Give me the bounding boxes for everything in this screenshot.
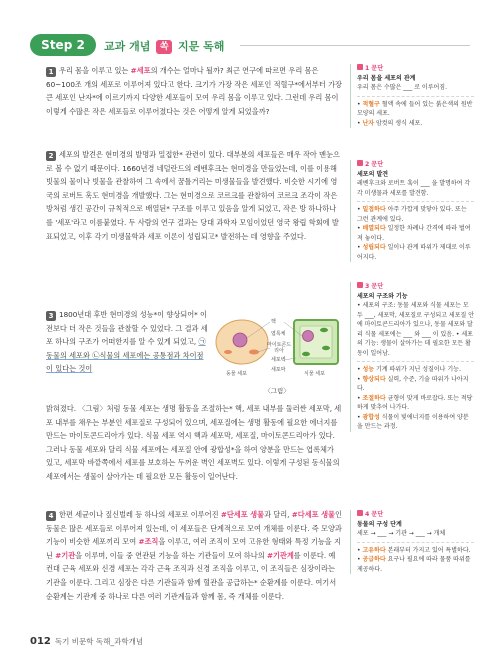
label-nucleus: 핵 [271, 319, 276, 325]
note-title: 우리 몸을 세포의 관계 [357, 74, 416, 82]
paragraph-text: 를 이룬다. 예컨대 근육 세포와 신경 세포는 각각 근육 조직과 신경 조직을 이루고, 이 조직들은 심장이라는 기관을 이룬다. 그리고 심장은 다른 기관들과 함께 혈관을 공급하는* 순환계를 이룬다. 여기서 순환계는 기관계 중 하나로 다른 여러 기관계들과 함께 몸, 즉 개체를 이룬다. [46, 550, 337, 601]
keyword-highlight: #기관 [55, 550, 76, 560]
paragraph-text: 인 동물은 많은 세포들로 이루어져 있는데, 이 세포들은 단계적으로 모여 개체를 이룬다. 즉 모양과 기능이 비슷한 세포끼리 모여 [46, 510, 342, 547]
section-title-part2: 지문 독해 [178, 40, 225, 53]
note-number: 3 [365, 283, 370, 290]
figure-caption: 〈그림〉 [264, 387, 290, 395]
label-mitochondria: 마이토콘드리아 [266, 342, 292, 354]
note-divider [357, 542, 474, 543]
underlined-text: ㉠동물의 세포와 ㉡식물의 세포에는 공통점과 차이점이 있다는 것이 [46, 337, 206, 374]
paragraph-number: 2 [46, 151, 56, 161]
keyword-highlight: #기관계 [266, 550, 294, 560]
vocab-item: • 성립되다 일이나 관계 따위가 제대로 이루어지다. [357, 244, 471, 261]
cell-figure [212, 308, 342, 396]
keyword-highlight: #세포 [130, 66, 151, 75]
section-title [104, 38, 224, 54]
sidebar-note-4 [350, 510, 474, 574]
paragraph-number: 4 [46, 511, 56, 521]
note-number: 2 [365, 161, 370, 168]
vocab-item: • 적혈구 혈액 속에 들어 있는 붉은색의 원반 모양의 세포. [357, 100, 473, 117]
paragraph-number: 3 [46, 311, 56, 321]
note-divider [357, 361, 474, 362]
vocab-item: • 광합성 식물이 빛에너지를 이용하여 양분을 만드는 과정. [357, 413, 469, 430]
step-label: Step 2 [41, 38, 85, 52]
note-divider [357, 201, 474, 202]
paragraph-text: 우리 몸을 이루고 있는 [59, 66, 131, 75]
section-title-part1: 교과 개념 [104, 40, 151, 53]
note-head: 문단 [371, 511, 384, 518]
vocab-item: • 밀접하다 아주 가깝게 맞닿아 있다. 또는 그런 관계에 있다. [357, 206, 467, 223]
vocab-item: • 향상되다 실력, 수준, 기술 따위가 나아지다. [357, 375, 469, 392]
paragraph-text: 한편 세균이나 짚신벌레 등 하나의 세포로 이루어진 [59, 510, 221, 519]
note-number: 4 [365, 511, 370, 518]
note-icon [357, 160, 363, 166]
header-divider [240, 45, 470, 46]
page-footer [30, 636, 143, 647]
paragraph-text: 세포의 발견은 현미경의 발명과 밀접한* 관련이 있다. 대부분의 세포들은 매우 작아 맨눈으로 볼 수 없기 때문이다. 1660년경 네덜란드의 레벤후크는 현미경을 만들었는데, 이를 이용해 빗물의 물이나 빗물을 관찰하여 그 속에서 꿈틀거리는 미생물들을 발견했다. 비슷한 시기에 영국의 로버트 훅도 현미경을 개발했다. 그는 현미경으로 코르크를 관찰하여 코르크 조각이 작은 방처럼 생긴 공간이 규칙적으로 배열된* 구조를 이루고 있음을 알게 되었고, 작은 방 하나하나를 '세포'라고 이름붙였다. 두 사람의 연구 결과는 당대 과학자 모임이었던 영국 왕립 학회에 발표되었고, 이후 각기 미생물학과 세포 이론이 성립되고* 발전하는 데 영향을 주었다. [46, 150, 340, 241]
label-chloroplast: 엽록체 [271, 331, 286, 337]
paragraph-text: 을 이루며, 이들 중 연관된 기능을 하는 기관들이 모여 하나의 [75, 550, 267, 560]
keyword-highlight: #단세포 생물 [220, 510, 265, 519]
note-number: 1 [365, 65, 370, 72]
chloroplast [320, 328, 328, 332]
animal-mitochondria [249, 350, 259, 355]
page-number: 012 [30, 636, 51, 647]
page-header [30, 34, 470, 56]
note-title: 세포의 발견 [357, 170, 389, 178]
chloroplast [322, 346, 330, 350]
sidebar-note-1 [350, 64, 474, 128]
paragraph-number: 1 [46, 67, 56, 77]
vocab-item: • 성능 기계 따위가 지닌 성질이나 기능. [357, 366, 461, 373]
label-plant-cell: 식물 세포 [304, 371, 325, 377]
note-icon [357, 510, 363, 516]
animal-mitochondria [224, 350, 232, 354]
note-body: 세포 → ___ → 기관 → ___ → 개체 [357, 530, 446, 537]
paragraph-text: 밝혀졌다. 〈그림〉처럼 동물 세포는 생명 활동을 조절하는* 핵, 세포 내부를 둘러싼 세포막, 세포 내부를 채우는 부분인 세포질로 구성되어 있으며, 세포질에는 생명 활동에 필요한 에너지를 만드는 마이토콘드리아가 있다. 식물 세포 역시 핵과 세포막, 세포질, 마이토콘드리아가 있다. 그러나 동물 세포와 달리 식물 세포에는 세포질 안에 광합성*을 하여 양분을 만드는 엽록체가 있고, 세포막 바깥쪽에서 세포를 보호하는 두꺼운 벽인 세포벽도 있다. 이렇게 구성된 동식물의 세포에서는 생물이 살아가는 데 필요한 모든 활동이 일어난다. [46, 404, 342, 481]
step-badge [30, 34, 96, 56]
paragraph-text: 의 개수는 얼마나 될까? 최근 연구에 따르면 우리 몸은 60~100조 개의 세포로 이루어져 있다고 한다. 크기가 가장 작은 세포인 적혈구*에서부터 가장 큰 세포인 난자*에 이르기까지 다양한 세포들이 모여 우리 몸을 이루고 있다. 그런데 우리 몸이 이렇게 수많은 작은 세포들로 이루어졌다는 것은 어떻게 알게 되었을까? [46, 66, 342, 116]
paragraph-3-intro [46, 308, 208, 376]
vocab-item: • 공급하다 요구나 필요에 따라 물품 따위를 제공하다. [357, 556, 471, 573]
plant-nucleus [303, 331, 314, 342]
paragraph-4 [46, 508, 342, 603]
paragraph-text: 을 이루고, 여러 조직이 모여 고유한 형태와 특정 기능을 지닌 [46, 537, 341, 560]
note-icon [357, 282, 363, 288]
label-animal-cell: 동물 세포 [226, 371, 247, 377]
label-cell-membrane: 세포막 [271, 367, 286, 373]
section-title-mark: 쏙 [156, 40, 172, 54]
paragraph-text: 1800년대 후반 현미경의 성능*이 향상되어* 이전보다 더 작은 것들을 관찰할 수 있었다. 그 결과 세포 하나의 구조가 어떠한지를 알 수 있게 되었고, [46, 310, 208, 347]
sidebar-note-3 [350, 282, 474, 432]
note-body: 레벤후크와 로버트 훅이 ___ 을 발명하여 각각 미생물과 세포를 발견함. [357, 180, 471, 197]
label-cell-wall: 세포벽 [271, 357, 286, 363]
paragraph-2 [46, 148, 342, 243]
note-title: 동물의 구성 단계 [357, 520, 402, 528]
vocab-item: • 배열되다 일정한 차례나 간격에 따라 벌여져 놓이다. [357, 225, 471, 242]
note-title: 세포의 구조와 기능 [357, 292, 408, 300]
animal-nucleus [233, 333, 247, 347]
note-divider [357, 96, 474, 97]
note-head: 문단 [371, 283, 384, 290]
note-body: • 세포의 구조: 동물 세포와 식물 세포는 모두 ___, 세포막, 세포질로 구성되고 세포질 안에 마이토콘드리아가 있으나, 동물 세포와 달리 식물 세포에는 ___ 와 ___ 이 있음. • 세포의 기능: 생물이 살아가는 데 필요한 모든 활동이 일어남. [357, 302, 474, 357]
paragraph-text: 과 달리, [264, 510, 292, 519]
vocab-item: • 조절하다 균형이 맞게 바로잡다. 또는 적당하게 맞추어 나가다. [357, 394, 473, 411]
sidebar-note-2 [350, 160, 474, 262]
keyword-highlight: #다세포 생물 [291, 510, 335, 519]
note-head: 문단 [371, 65, 384, 72]
vocab-item: • 고유하다 본래부터 가지고 있어 특별하다. [357, 546, 471, 554]
note-head: 문단 [371, 161, 384, 168]
paragraph-3-body [46, 402, 342, 484]
paragraph-1 [46, 64, 342, 118]
keyword-highlight: #조직 [138, 537, 159, 547]
note-icon [357, 64, 363, 70]
chloroplast [302, 352, 310, 356]
footer-book-title: 독기 비문학 독해_과학개념 [54, 637, 144, 646]
note-body: 우리 몸은 수많은 ___ 로 이루어짐. [357, 84, 447, 91]
vocab-item: • 난자 암컷의 생식 세포. [357, 119, 423, 127]
